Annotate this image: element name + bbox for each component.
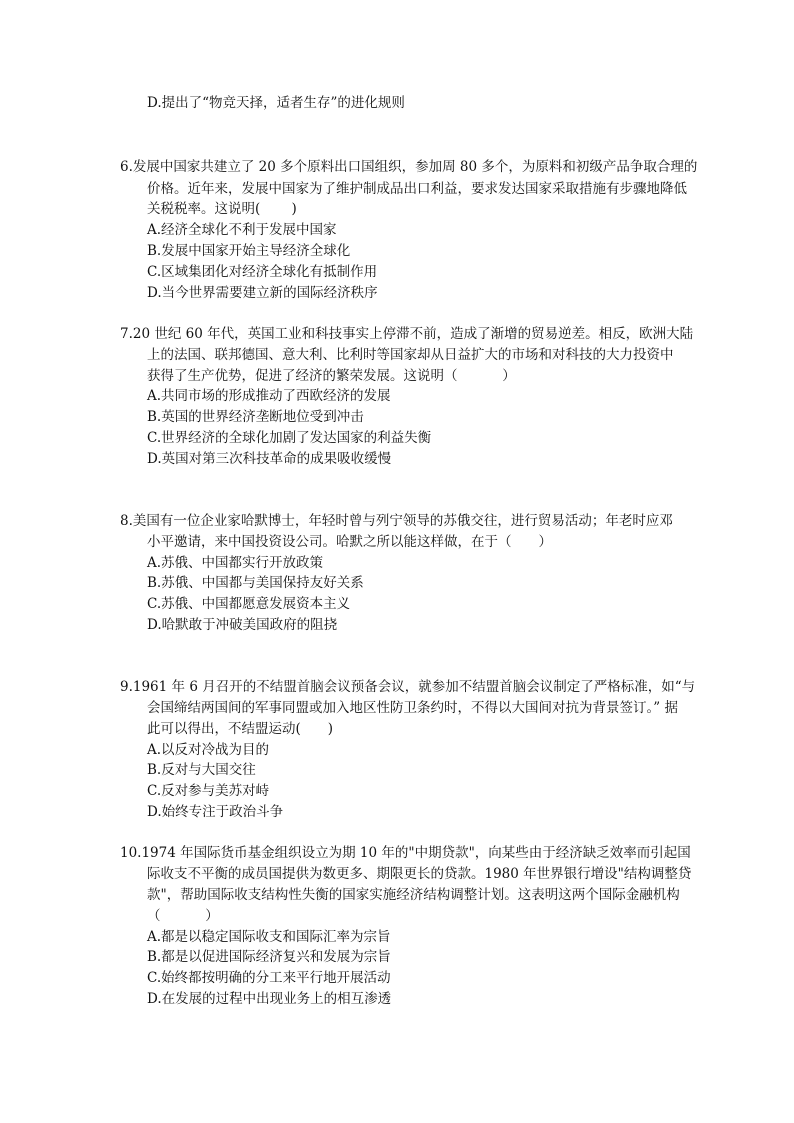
question-8-option-b: B.苏俄、中国都与美国保持友好关系: [147, 575, 364, 591]
question-5-option-d: D.提出了“物竞天择，适者生存”的进化规则: [147, 95, 405, 111]
question-9-option-a: A.以反对冷战为目的: [147, 742, 270, 758]
question-10-option-c: C.始终都按明确的分工来平行地开展活动: [147, 970, 391, 986]
question-8-option-c: C.苏俄、中国都愿意发展资本主义: [147, 596, 351, 612]
question-6-stem-line-2: 价格。近年来，发展中国家为了维护制成品出口利益，要求发达国家采取措施有步骤地降低: [147, 181, 687, 197]
question-7-option-a: A.共同市场的形成推动了西欧经济的发展: [147, 388, 391, 404]
question-10-stem-line-4: （ ）: [147, 908, 219, 924]
question-7-option-c: C.世界经济的全球化加剧了发达国家的利益失衡: [147, 430, 432, 446]
question-6-stem-line-3: 关税税率。这说明( ): [147, 201, 297, 217]
question-9-stem-line-1: 9.1961 年 6 月召开的不结盟首脑会议预备会议，就参加不结盟首脑会议制定了严格标准，如“与: [120, 679, 696, 695]
question-9-stem-line-2: 会国缔结两国间的军事同盟或加入地区性防卫条约时，不得以大国间对抗为背景签订。” 据: [147, 700, 678, 716]
question-8-option-d: D.哈默敢于冲破美国政府的阻挠: [147, 617, 338, 633]
question-7-option-d: D.英国对第三次科技革命的成果吸收缓慢: [147, 451, 392, 467]
question-9-stem-line-3: 此可以得出，不结盟运动( ): [147, 721, 334, 737]
question-8-stem-line-2: 小平邀请，来中国投资设公司。哈默之所以能这样做，在于（ ）: [147, 534, 552, 550]
question-10-stem-line-1: 10.1974 年国际货币基金组织设立为期 10 年的"中期贷款"，向某些由于经济缺乏效率而引起国: [120, 845, 691, 861]
question-8-stem-line-1: 8.美国有一位企业家哈默博士，年轻时曾与列宁领导的苏俄交往，进行贸易活动；年老时应邓: [120, 513, 673, 529]
question-9-option-c: C.反对参与美苏对峙: [147, 783, 270, 799]
question-7-stem-line-3: 获得了生产优势，促进了经济的繁荣发展。这说明（ ）: [147, 368, 516, 384]
question-6-stem-line-1: 6.发展中国家共建立了 20 多个原料出口国组织，参加周 80 多个，为原料和初级产品争取合理的: [120, 159, 698, 175]
question-10-stem-line-3: 款"，帮助国际收支结构性失衡的国家实施经济结构调整计划。这表明这两个国际金融机构: [147, 887, 680, 903]
question-8-option-a: A.苏俄、中国都实行开放政策: [147, 555, 324, 571]
question-10-option-b: B.都是以促进国际经济复兴和发展为宗旨: [147, 949, 391, 965]
question-10-stem-line-2: 际收支不平衡的成员国提供为数更多、期限更长的贷款。1980 年世界银行增设"结构调整贷: [147, 866, 692, 882]
question-6-option-d: D.当今世界需要建立新的国际经济秩序: [147, 285, 378, 301]
question-9-option-d: D.始终专注于政治斗争: [147, 804, 284, 820]
question-7-stem-line-2: 上的法国、联邦德国、意大利、比利时等国家却从日益扩大的市场和对科技的大力投资中: [147, 347, 674, 363]
question-7-stem-line-1: 7.20 世纪 60 年代，英国工业和科技事实上停滞不前，造成了渐增的贸易逆差。相反，欧洲大陆: [120, 326, 694, 342]
question-10-option-d: D.在发展的过程中出现业务上的相互渗透: [147, 991, 392, 1007]
question-6-option-c: C.区域集团化对经济全球化有抵制作用: [147, 264, 378, 280]
question-7-option-b: B.英国的世界经济垄断地位受到冲击: [147, 409, 364, 425]
question-6-option-b: B.发展中国家开始主导经济全球化: [147, 243, 351, 259]
question-6-option-a: A.经济全球化不利于发展中国家: [147, 222, 337, 238]
question-9-option-b: B.反对与大国交往: [147, 762, 256, 778]
question-10-option-a: A.都是以稳定国际收支和国际汇率为宗旨: [147, 929, 391, 945]
